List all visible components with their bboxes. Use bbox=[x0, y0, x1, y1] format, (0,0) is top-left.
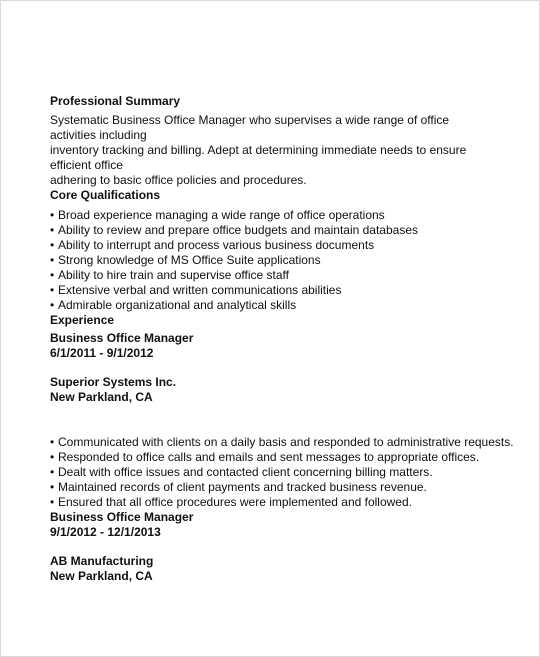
qualification-item: • Ability to interrupt and process various business documents bbox=[50, 238, 490, 253]
job-title: Business Office Manager bbox=[50, 331, 194, 345]
job-duty-item: • Ensured that all office procedures were implemented and followed. bbox=[50, 495, 490, 510]
qualifications-heading: Core Qualifications bbox=[50, 188, 161, 202]
job-duty-item: • Communicated with clients on a daily basis and responded to administrative requests. bbox=[50, 435, 490, 450]
summary-line: Systematic Business Office Manager who supervises a wide range of office activities including bbox=[50, 113, 450, 142]
experience-heading: Experience bbox=[50, 313, 115, 327]
job-dates: 9/1/2012 - 12/1/2013 bbox=[50, 525, 161, 539]
job-duty-item: • Responded to office calls and emails and sent messages to appropriate offices. bbox=[50, 450, 490, 465]
summary-line: inventory tracking and billing. Adept at determining immediate needs to ensure efficient office bbox=[50, 143, 467, 172]
summary-line: adhering to basic office policies and procedures. bbox=[50, 173, 307, 187]
qualification-item: • Broad experience managing a wide range of office operations bbox=[50, 208, 490, 223]
job-duty-item: • Dealt with office issues and contacted client concerning billing matters. bbox=[50, 465, 490, 480]
job-location: New Parkland, CA bbox=[50, 569, 153, 583]
job-title: Business Office Manager bbox=[50, 510, 194, 524]
job-duty-item: • Maintained records of client payments and tracked business revenue. bbox=[50, 480, 490, 495]
summary-heading: Professional Summary bbox=[50, 94, 181, 108]
qualifications-list bbox=[50, 208, 490, 313]
job-location: New Parkland, CA bbox=[50, 390, 153, 404]
job-duties-list bbox=[50, 435, 514, 510]
qualification-item: • Strong knowledge of MS Office Suite applications bbox=[50, 253, 490, 268]
job-company: Superior Systems Inc. bbox=[50, 375, 177, 389]
qualification-item: • Admirable organizational and analytical skills bbox=[50, 298, 490, 313]
qualification-item: • Ability to hire train and supervise office staff bbox=[50, 268, 490, 283]
job-company: AB Manufacturing bbox=[50, 554, 154, 568]
resume-content bbox=[50, 94, 514, 584]
job-dates: 6/1/2011 - 9/1/2012 bbox=[50, 346, 154, 360]
qualification-item: • Ability to review and prepare office budgets and maintain databases bbox=[50, 223, 490, 238]
qualification-item: • Extensive verbal and written communications abilities bbox=[50, 283, 490, 298]
